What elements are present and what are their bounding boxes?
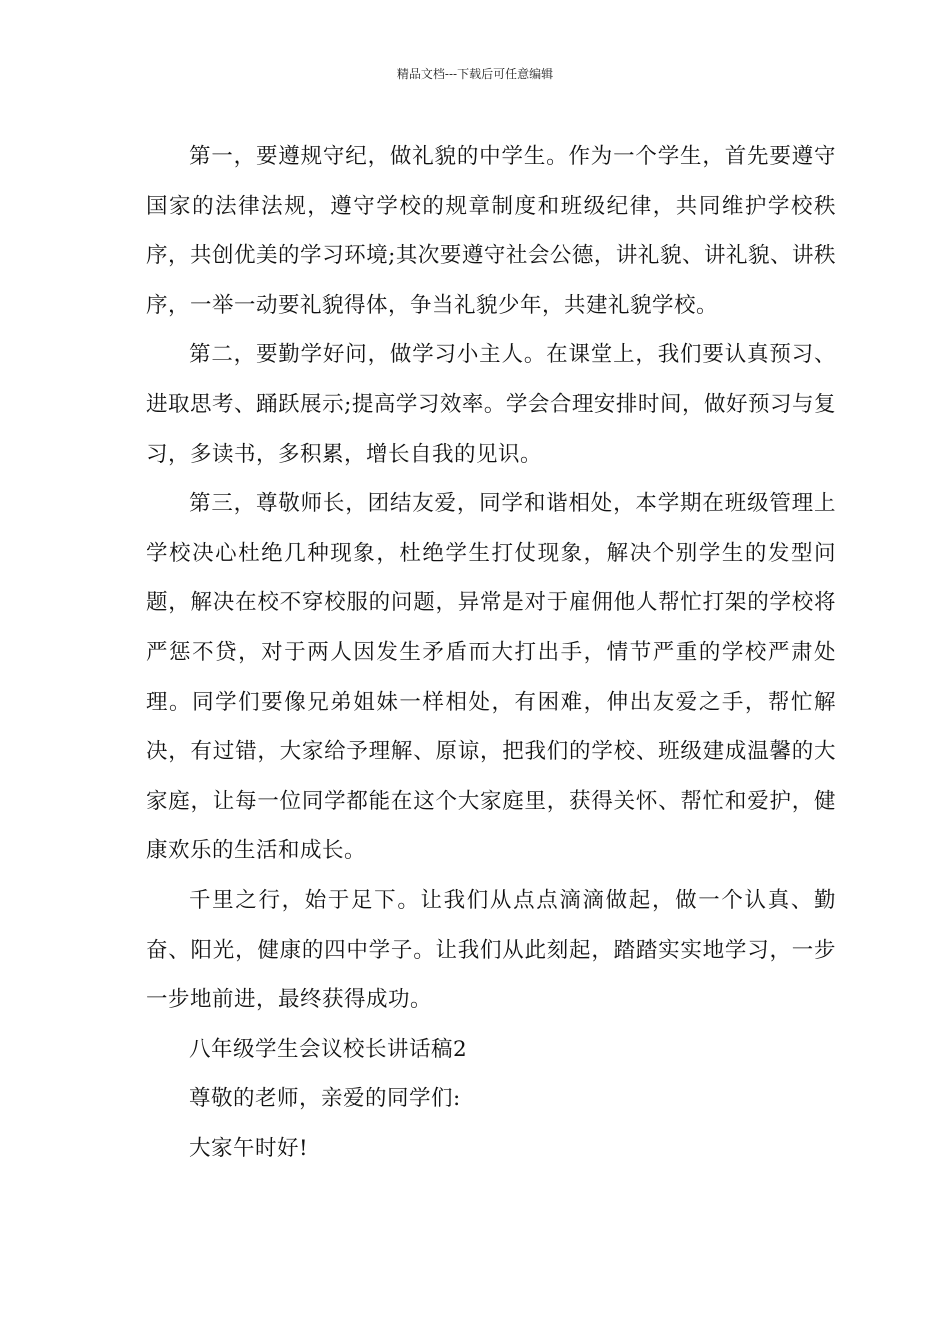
paragraph-4: 千里之行，始于足下。让我们从点点滴滴做起，做一个认真、勤奋、阳光，健康的四中学子。让我们从此刻起，踏踏实实地学习，一步一步地前进，最终获得成功。 (146, 887, 836, 1013)
salutation: 尊敬的老师，亲爱的同学们: (189, 1086, 461, 1112)
speech-title: 八年级学生会议校长讲话稿2 (189, 1036, 468, 1062)
paragraph-3: 第三，尊敬师长，团结友爱，同学和谐相处，本学期在班级管理上学校决心杜绝几种现象，杜绝学生打仗现象，解决个别学生的发型问题，解决在校不穿校服的问题，异常是对于雇佣他人帮忙打架的学校将严惩不贷，对于两人因发生矛盾而大打出手，情节严重的学校严肃处理。同学们要像兄弟姐妹一样相处，有困难，伸出友爱之手，帮忙解决，有过错，大家给予理解、原谅，把我们的学校、班级建成温馨的大家庭，让每一位同学都能在这个大家庭里，获得关怀、帮忙和爱护，健康欢乐的生活和成长。 (146, 491, 836, 864)
paragraph-2: 第二，要勤学好问，做学习小主人。在课堂上，我们要认真预习、进取思考、踊跃展示;提高学习效率。学会合理安排时间，做好预习与复习，多读书，多积累，增长自我的见识。 (146, 342, 836, 467)
paragraph-1: 第一，要遵规守纪，做礼貌的中学生。作为一个学生，首先要遵守国家的法律法规，遵守学校的规章制度和班级纪律，共同维护学校秩序，共创优美的学习环境;其次要遵守社会公德，讲礼貌、讲礼貌、讲秩序，一举一动要礼貌得体，争当礼貌少年，共建礼貌学校。 (146, 144, 836, 318)
document-body (146, 132, 836, 1173)
page-header: 精品文档---下载后可任意编辑 (396, 67, 554, 81)
greeting: 大家午时好! (189, 1135, 309, 1161)
